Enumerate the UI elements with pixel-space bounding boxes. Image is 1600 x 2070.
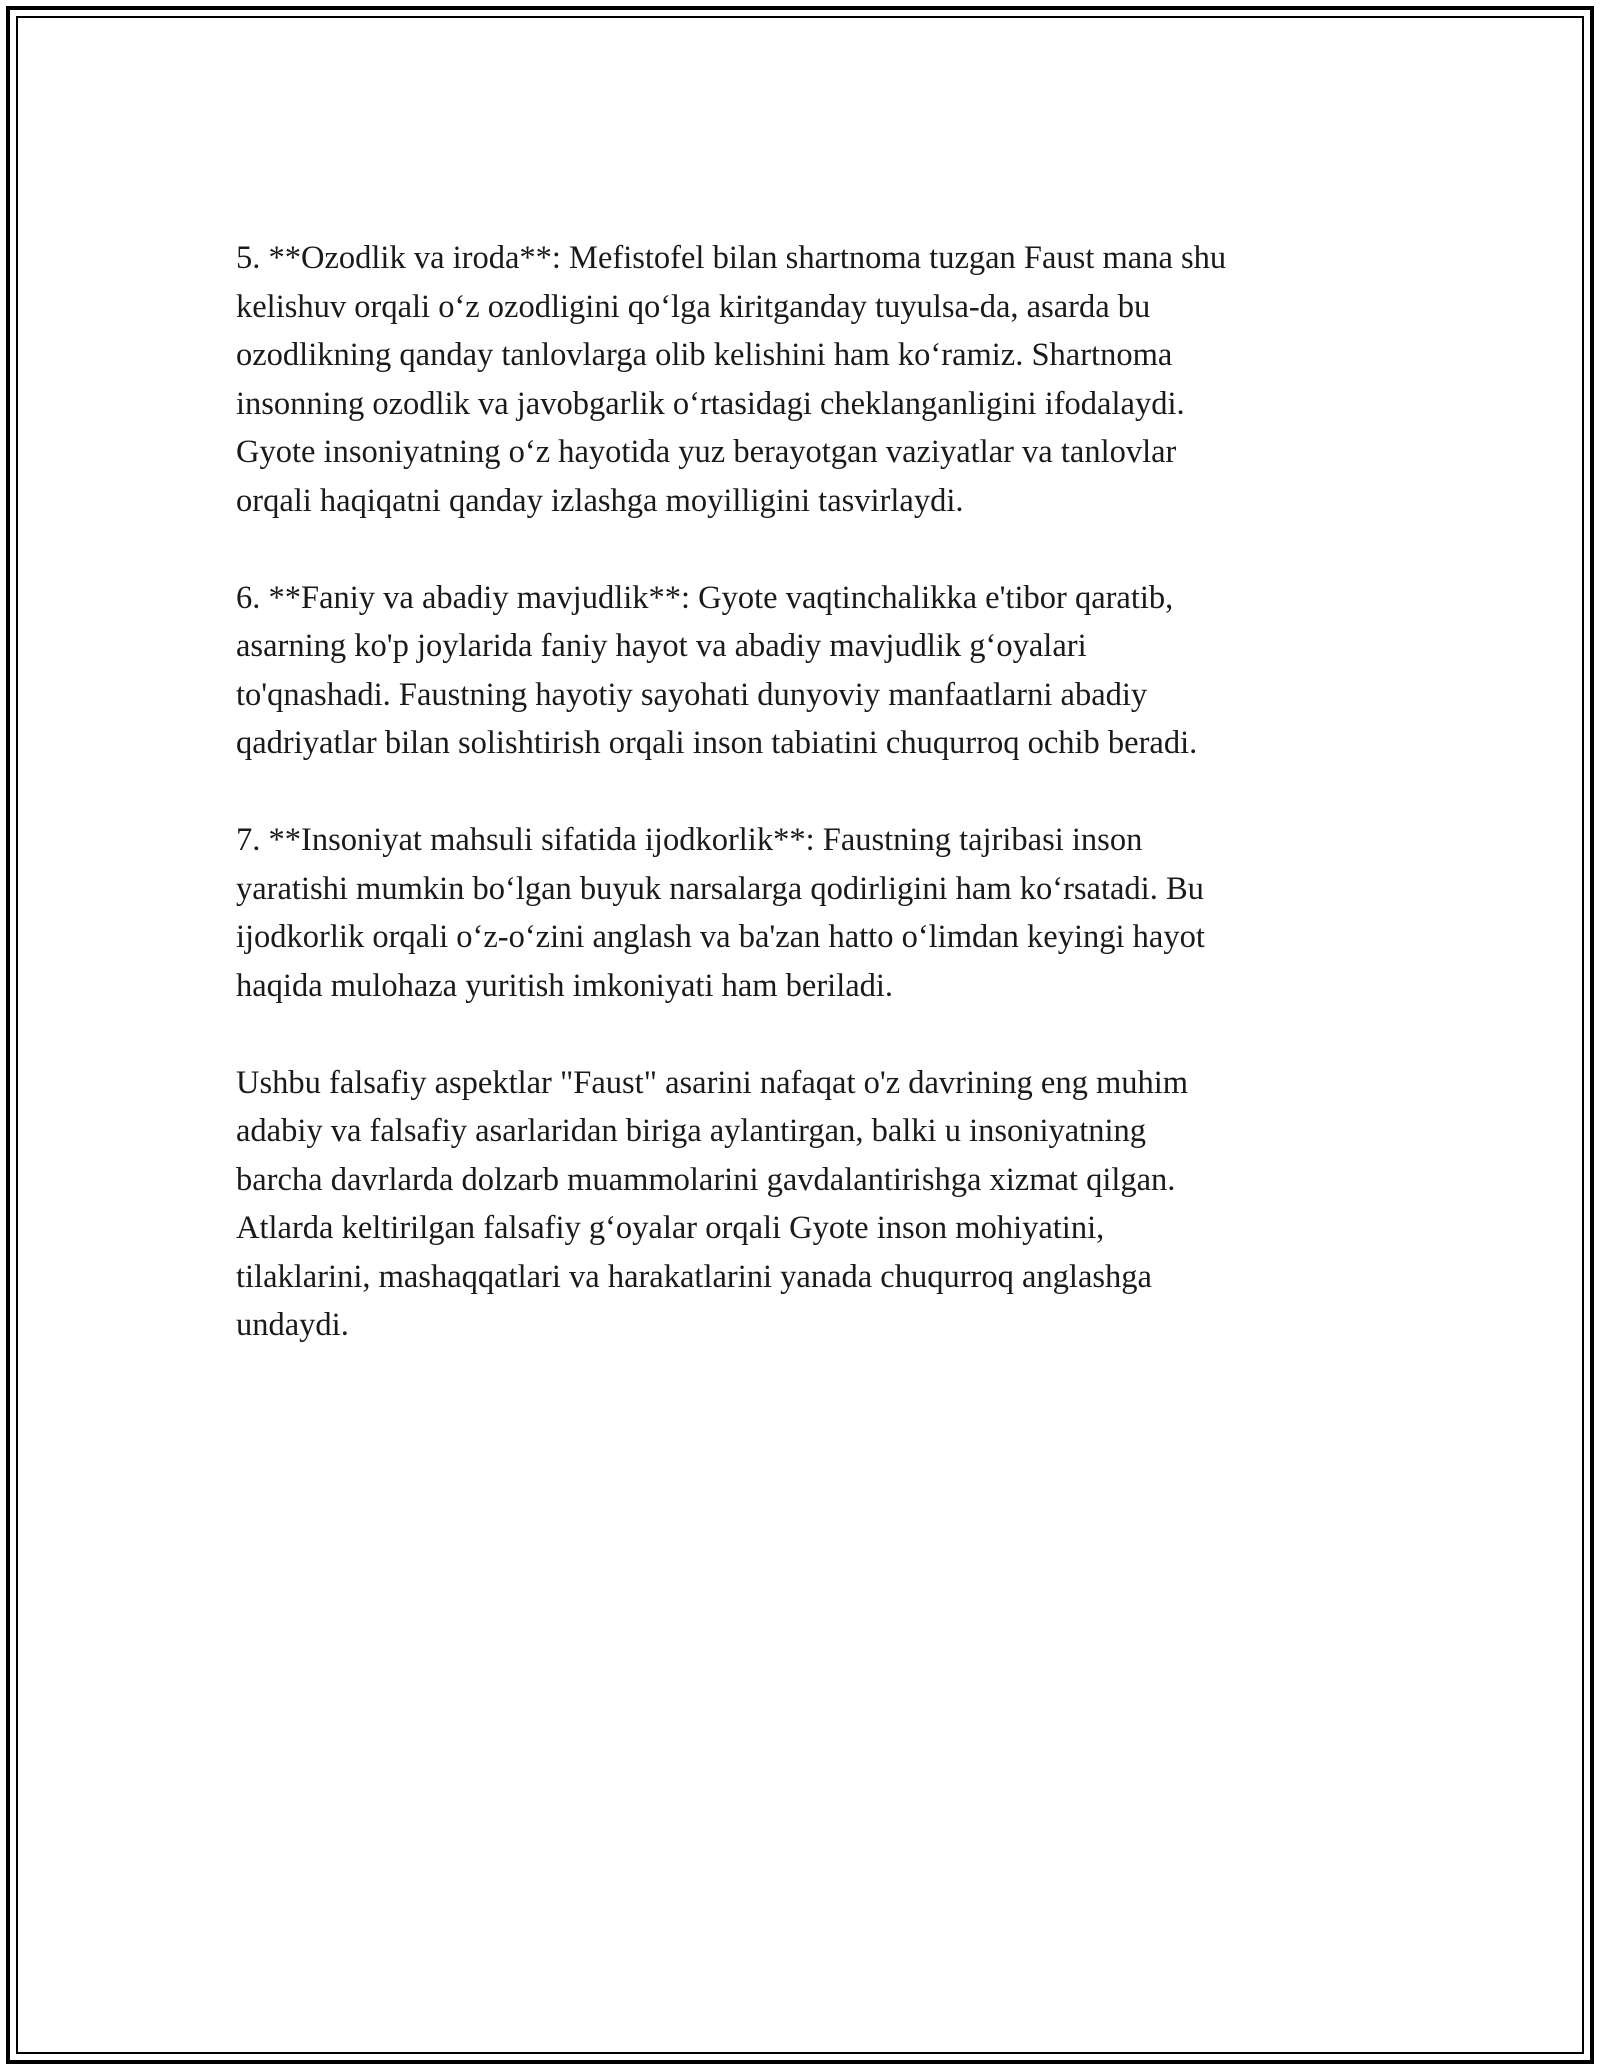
document-body <box>236 234 1376 1350</box>
text-line: kelishuv orqali o‘z ozodligini qo‘lga kiritganday tuyulsa-da, asarda bu <box>236 288 1151 325</box>
text-line: 5. **Ozodlik va iroda**: Mefistofel bilan shartnoma tuzgan Faust mana shu <box>236 240 1227 276</box>
paragraph-freedom-and-will <box>236 234 1376 525</box>
text-line: Atlarda keltirilgan falsafiy g‘oyalar orqali Gyote inson mohiyatini, <box>236 1210 1105 1246</box>
text-line: barcha davrlarda dolzarb muammolarini gavdalantirishga xizmat qilgan. <box>236 1161 1176 1198</box>
text-line: ozodlikning qanday tanlovlarga olib kelishini ham ko‘ramiz. Shartnoma <box>236 337 1173 373</box>
text-line: adabiy va falsafiy asarlaridan biriga aylantirgan, balki u insoniyatning <box>236 1113 1147 1149</box>
text-line: asarning ko'p joylarida faniy hayot va abadiy mavjudlik g‘oyalari <box>236 628 1087 664</box>
text-line: 6. **Faniy va abadiy mavjudlik**: Gyote vaqtinchalikka e'tibor qaratib, <box>236 579 1174 616</box>
text-line: 7. **Insoniyat mahsuli sifatida ijodkorlik**: Faustning tajribasi inson <box>236 822 1143 858</box>
text-line: to'qnashadi. Faustning hayotiy sayohati dunyoviy manfaatlarni abadiy <box>236 676 1148 713</box>
text-line: ijodkorlik orqali o‘z-o‘zini anglash va ba'zan hatto o‘limdan keyingi hayot <box>236 919 1205 955</box>
paragraph-mortal-and-eternal <box>236 574 1376 768</box>
text-line: haqida mulohaza yuritish imkoniyati ham beriladi. <box>236 967 894 1004</box>
text-line: insonning ozodlik va javobgarlik o‘rtasidagi cheklanganligini ifodalaydi. <box>236 385 1185 422</box>
text-line: qadriyatlar bilan solishtirish orqali inson tabiatini chuqurroq ochib beradi. <box>236 725 1198 761</box>
text-line: Gyote insoniyatning o‘z hayotida yuz berayotgan vaziyatlar va tanlovlar <box>236 434 1177 470</box>
text-line: yaratishi mumkin bo‘lgan buyuk narsalarga qodirligini ham ko‘rsatadi. Bu <box>236 870 1204 907</box>
text-line: tilaklarini, mashaqqatlari va harakatlarini yanada chuqurroq anglashga <box>236 1258 1152 1295</box>
text-line: orqali haqiqatni qanday izlashga moyilligini tasvirlaydi. <box>236 482 964 519</box>
text-line: undaydi. <box>236 1307 349 1343</box>
text-line: Ushbu falsafiy aspektlar "Faust" asarini nafaqat o'z davrining eng muhim <box>236 1064 1189 1101</box>
paragraph-creativity <box>236 816 1376 1010</box>
paragraph-conclusion <box>236 1059 1376 1350</box>
